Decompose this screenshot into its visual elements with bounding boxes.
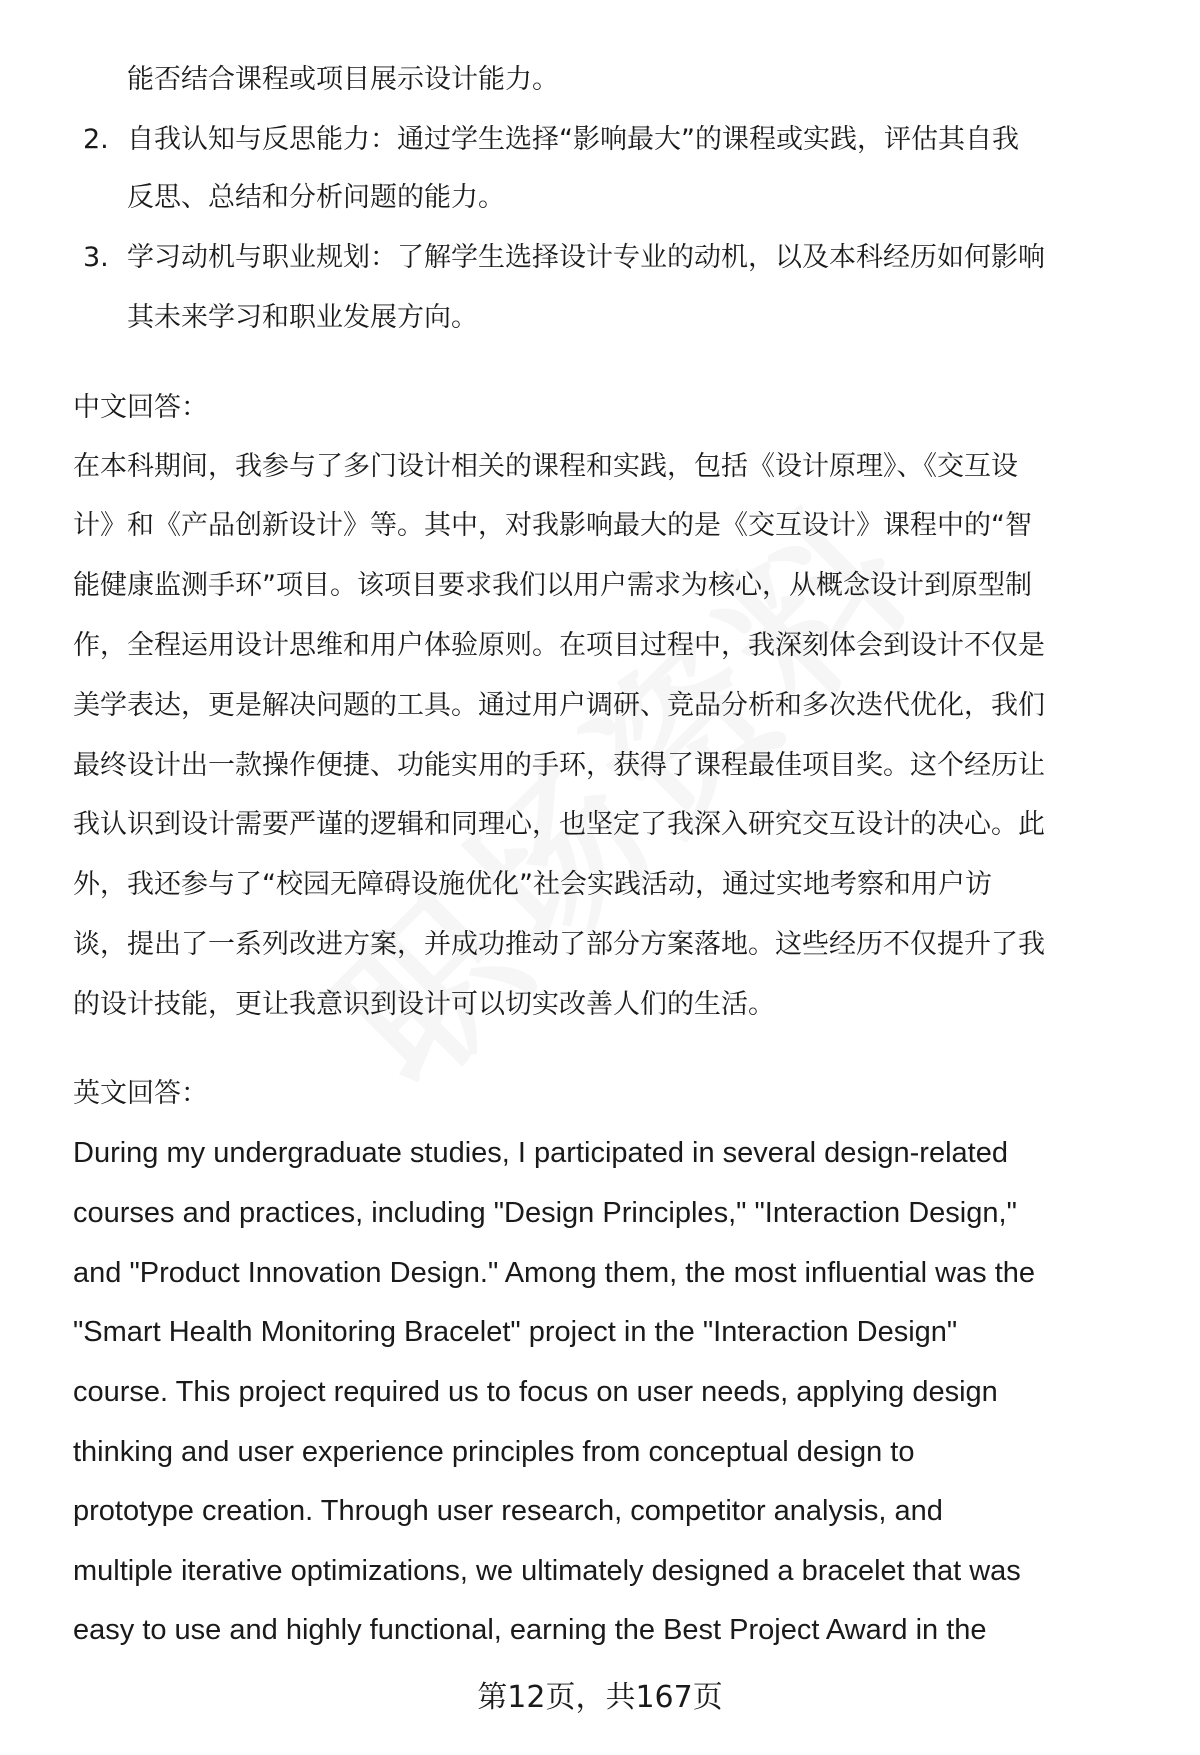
english-answer-line: courses and practices, including "Design Principles," "Interaction Design,": [73, 1197, 1017, 1229]
chinese-answer-line: 最终设计出一款操作便捷、功能实用的手环，获得了课程最佳项目奖。这个经历让: [73, 750, 1045, 781]
chinese-answer-line: 能健康监测手环”项目。该项目要求我们以用户需求为核心，从概念设计到原型制: [73, 570, 1032, 601]
page-number-footer: 第12页，共167页: [477, 1680, 723, 1715]
english-answer-line: During my undergraduate studies, I participated in several design-related: [73, 1137, 1008, 1169]
chinese-answer-line: 的设计技能，更让我意识到设计可以切实改善人们的生活。: [73, 989, 775, 1020]
english-answer-line: thinking and user experience principles from conceptual design to: [73, 1436, 915, 1468]
chinese-answer-line: 谈，提出了一系列改进方案，并成功推动了部分方案落地。这些经历不仅提升了我: [73, 929, 1045, 960]
english-answer-heading: 英文回答：: [73, 1078, 208, 1109]
list-item-2-number: 2.: [83, 124, 109, 155]
chinese-answer-line: 我认识到设计需要严谨的逻辑和同理心，也坚定了我深入研究交互设计的决心。此: [73, 809, 1045, 840]
chinese-answer-line: 计》和《产品创新设计》等。其中，对我影响最大的是《交互设计》课程中的“智: [73, 510, 1032, 541]
list-item-2-line-2: 反思、总结和分析问题的能力。: [127, 182, 505, 213]
list-item-3-number: 3.: [83, 242, 109, 273]
list-item-1-line-1: 能否结合课程或项目展示设计能力。: [127, 64, 559, 95]
english-answer-line: multiple iterative optimizations, we ultimately designed a bracelet that was: [73, 1555, 1021, 1587]
chinese-answer-line: 在本科期间，我参与了多门设计相关的课程和实践，包括《设计原理》、《交互设: [73, 451, 1018, 482]
chinese-answer-line: 外，我还参与了“校园无障碍设施优化”社会实践活动，通过实地考察和用户访: [73, 869, 992, 900]
english-answer-line: prototype creation. Through user research, competitor analysis, and: [73, 1495, 943, 1527]
english-answer-line: "Smart Health Monitoring Bracelet" project in the "Interaction Design": [73, 1316, 958, 1348]
list-item-2-line-1: 自我认知与反思能力：通过学生选择“影响最大”的课程或实践，评估其自我: [127, 124, 1019, 155]
list-item-3-line-2: 其未来学习和职业发展方向。: [127, 302, 478, 333]
chinese-answer-line: 美学表达，更是解决问题的工具。通过用户调研、竞品分析和多次迭代优化，我们: [73, 690, 1045, 721]
chinese-answer-line: 作，全程运用设计思维和用户体验原则。在项目过程中，我深刻体会到设计不仅是: [73, 630, 1045, 661]
english-answer-line: course. This project required us to focus on user needs, applying design: [73, 1376, 998, 1408]
chinese-answer-heading: 中文回答：: [73, 392, 208, 423]
english-answer-line: easy to use and highly functional, earning the Best Project Award in the: [73, 1614, 987, 1646]
list-item-3-line-1: 学习动机与职业规划：了解学生选择设计专业的动机，以及本科经历如何影响: [127, 242, 1045, 273]
english-answer-line: and "Product Innovation Design." Among them, the most influential was the: [73, 1257, 1036, 1289]
